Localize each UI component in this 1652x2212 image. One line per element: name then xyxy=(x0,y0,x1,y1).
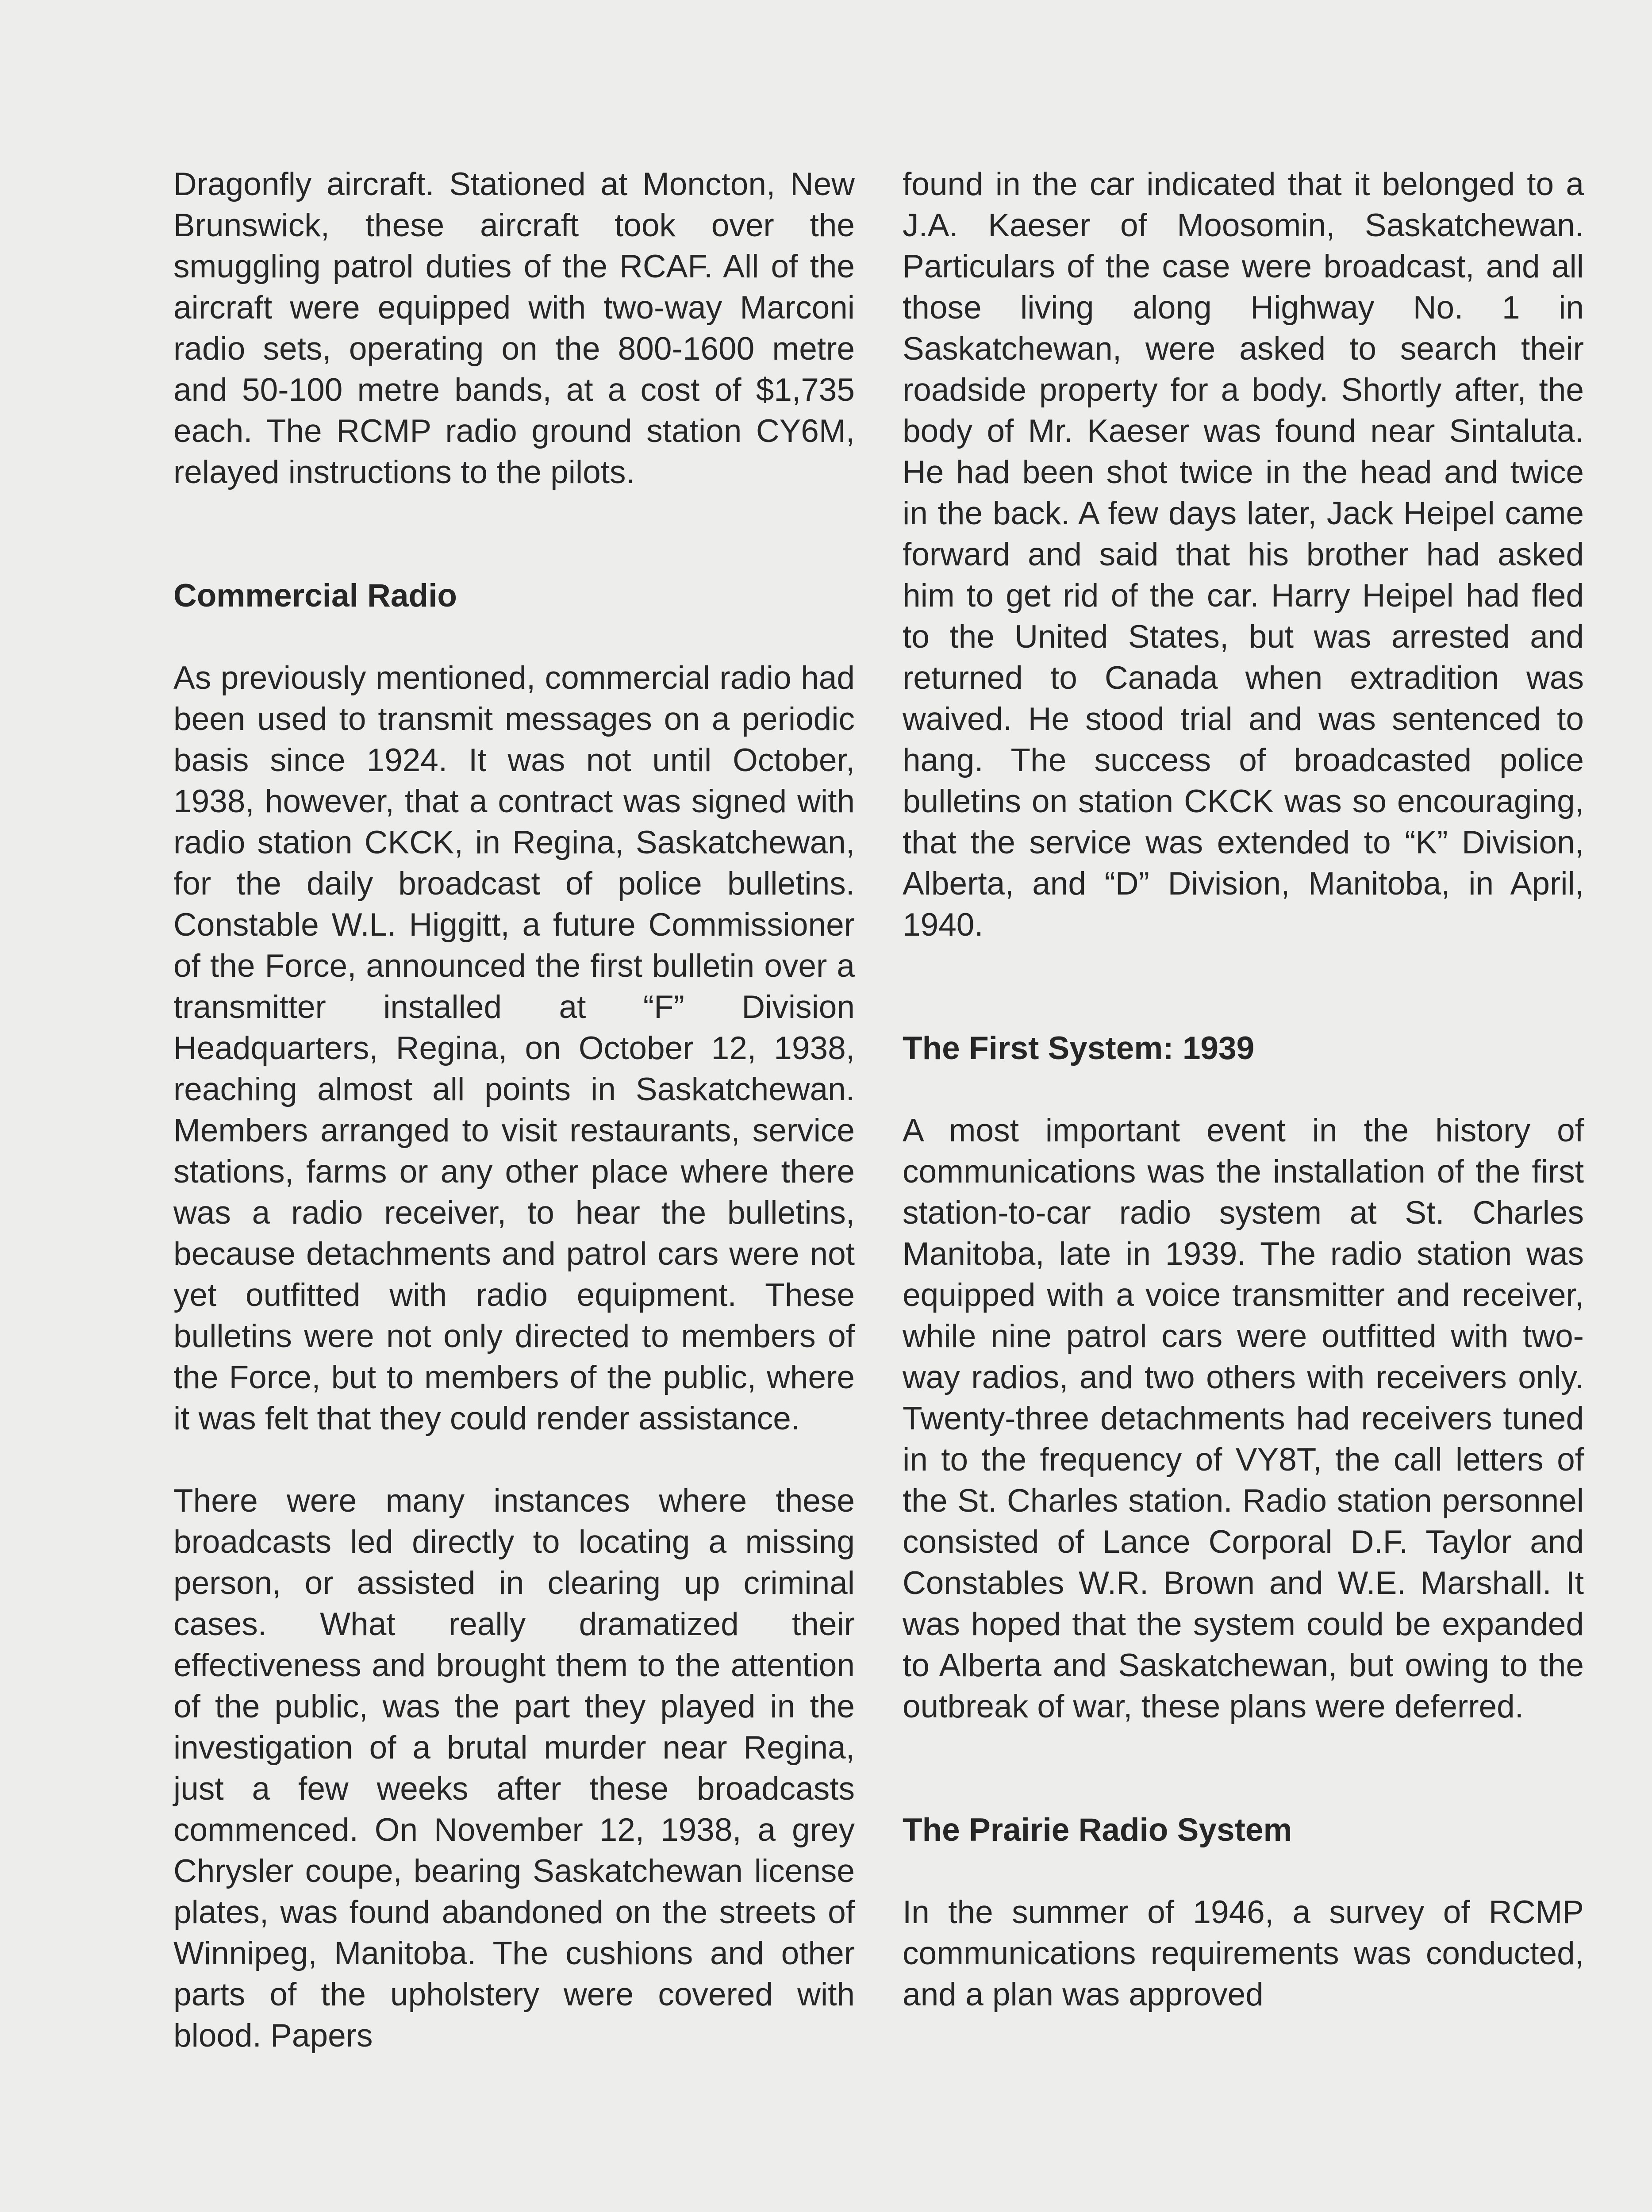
right-column xyxy=(903,164,1584,2015)
section-heading-first-system: The First System: 1939 xyxy=(903,1030,1255,1066)
paragraph: Dragonfly aircraft. Stationed at Moncton, New Brunswick, these aircraft took over the smuggling patrol duties of the RCAF. All of the aircraft were equipped with two-way Marconi radio sets, operating on the 800-1600 metre and 50-100 metre bands, at a cost of $1,735 each. The RCMP radio ground station CY6M, relayed instructions to the pilots. xyxy=(173,166,855,490)
paragraph: In the summer of 1946, a survey of RCMP communications requirements was conducted, and a plan was approved xyxy=(903,1894,1584,2012)
paragraph: As previously mentioned, commercial radio had been used to transmit messages on a periodic basis since 1924. It was not until October, 1938, however, that a contract was signed with radio station CKCK, in Regina, Saskatchewan, for the daily broadcast of police bulletins. Constable W.L. Higgitt, a future Commissioner of the Force, announced the first bulletin over a transmitter installed at “F” Division Headquarters, Regina, on October 12, 1938, reaching almost all points in Saskatchewan. Members arranged to visit restaurants, service stations, farms or any other place where there was a radio receiver, to hear the bulletins, because detachments and patrol cars were not yet outfitted with radio equipment. These bulletins were not only directed to members of the Force, but to members of the public, where it was felt that they could render assistance. xyxy=(173,660,855,1436)
paragraph: A most important event in the history of communications was the installation of the first station-to-car radio system at St. Charles Manitoba, late in 1939. The radio station was equipped with a voice transmitter and receiver, while nine patrol cars were outfitted with two-way radios, and two others with receivers only. Twenty-three detachments had receivers tuned in to the frequency of VY8T, the call letters of the St. Charles station. Radio station personnel consisted of Lance Corporal D.F. Taylor and Constables W.R. Brown and W.E. Marshall. It was hoped that the system could be expanded to Alberta and Saskatchewan, but owing to the outbreak of war, these plans were deferred. xyxy=(903,1113,1584,1724)
paragraph: found in the car indicated that it belonged to a J.A. Kaeser of Moosomin, Saskatchewan. Particulars of the case were broadcast, and all those living along Highway No. 1 in Saskatchewan, were asked to search their roadside property for a body. Shortly after, the body of Mr. Kaeser was found near Sintaluta. He had been shot twice in the head and twice in the back. A few days later, Jack Heipel came forward and said that his brother had asked him to get rid of the car. Harry Heipel had fled to the United States, but was arrested and returned to Canada when extradition was waived. He stood trial and was sentenced to hang. The success of broadcasted police bulletins on station CKCK was so encouraging, that the service was extended to “K” Division, Alberta, and “D” Division, Manitoba, in April, 1940. xyxy=(903,166,1584,943)
section-heading-commercial-radio: Commercial Radio xyxy=(173,578,457,614)
left-column xyxy=(173,164,855,2056)
section-heading-prairie-radio-system: The Prairie Radio System xyxy=(903,1812,1292,1848)
paragraph: There were many instances where these broadcasts led directly to locating a missing person, or assisted in clearing up criminal cases. What really dramatized their effectiveness and brought them to the attention of the public, was the part they played in the investigation of a brutal murder near Regina, just a few weeks after these broadcasts commenced. On November 12, 1938, a grey Chrysler coupe, bearing Saskatchewan license plates, was found abandoned on the streets of Winnipeg, Manitoba. The cushions and other parts of the upholstery were covered with blood. Papers xyxy=(173,1483,855,2054)
